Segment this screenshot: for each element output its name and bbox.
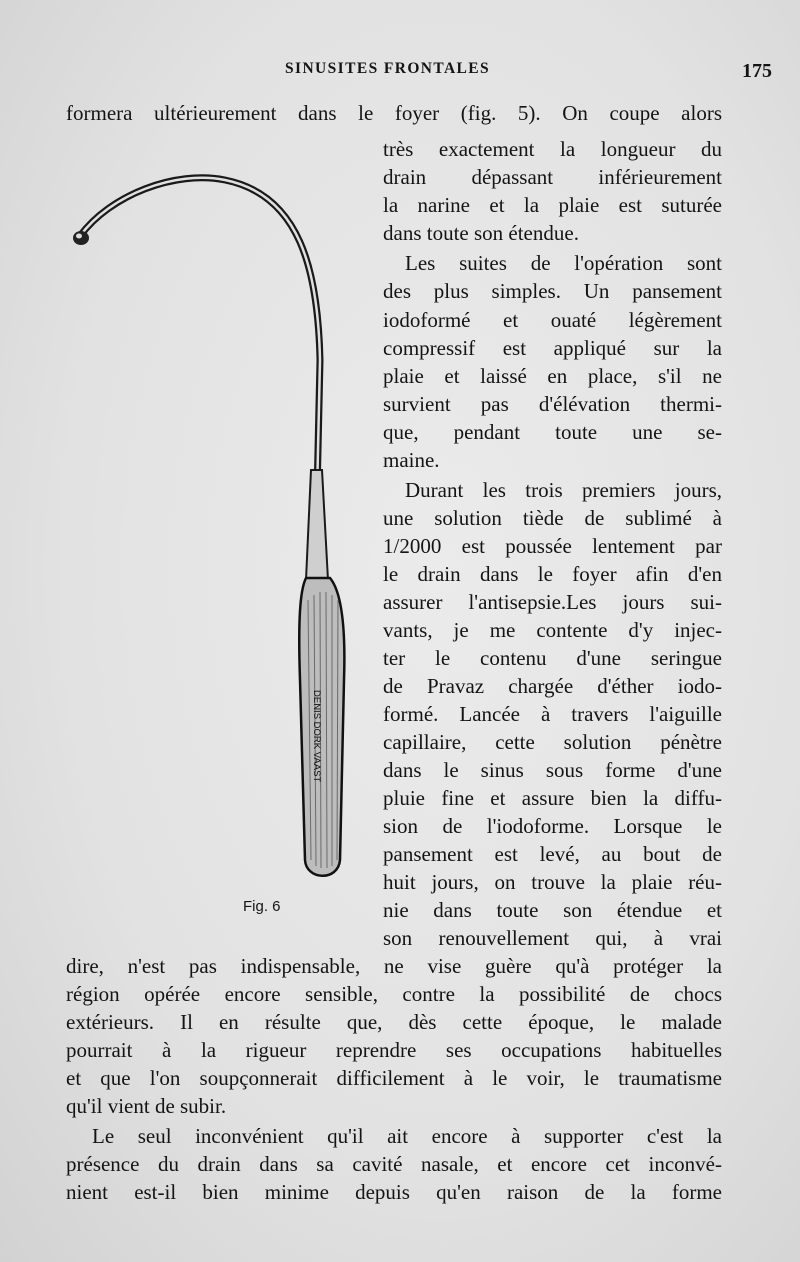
text-line: drain dépassant inférieurement	[383, 165, 722, 189]
text-line: pluie fine et assure bien la diffu-	[383, 786, 722, 810]
text-line: compressif est appliqué sur la	[383, 336, 722, 360]
text-line: Les suites de l'opération sont	[405, 251, 722, 275]
text-line: formé. Lancée à travers l'aiguille	[383, 702, 722, 726]
text-line: très exactement la longueur du	[383, 137, 722, 161]
text-line: le drain dans le foyer afin d'en	[383, 562, 722, 586]
text-line: son renouvellement qui, à vrai	[383, 926, 722, 950]
text-line: iodoformé et ouaté légèrement	[383, 308, 722, 332]
text-line: dans le sinus sous forme d'une	[383, 758, 722, 782]
page-number: 175	[742, 60, 772, 82]
text-line: Durant les trois premiers jours,	[405, 478, 722, 502]
text-line: assurer l'antisepsie.Les jours sui-	[383, 590, 722, 614]
text-line: survient pas d'élévation thermi-	[383, 392, 722, 416]
text-line: dire, n'est pas indispensable, ne vise guère qu'à protéger la	[66, 954, 722, 978]
figure-caption: Fig. 6	[243, 898, 281, 915]
running-header: SINUSITES FRONTALES	[285, 60, 491, 77]
text-line: ter le contenu d'une seringue	[383, 646, 722, 670]
surgical-probe-illustration	[60, 160, 360, 890]
text-line: pansement est levé, au bout de	[383, 842, 722, 866]
text-line: plaie et laissé en place, s'il ne	[383, 364, 722, 388]
text-line: nie dans toute son étendue et	[383, 898, 722, 922]
text-line: et que l'on soupçonnerait difficilement à le voir, le traumatisme	[66, 1066, 722, 1090]
text-line: huit jours, on trouve la plaie réu-	[383, 870, 722, 894]
text-line: maine.	[383, 448, 440, 472]
text-line: 1/2000 est poussée lentement par	[383, 534, 722, 558]
text-line: capillaire, cette solution pénètre	[383, 730, 722, 754]
text-line: pourrait à la rigueur reprendre ses occupations habituelles	[66, 1038, 722, 1062]
text-line: qu'il vient de subir.	[66, 1094, 227, 1118]
text-line: formera ultérieurement dans le foyer (fig. 5). On coupe alors	[66, 101, 722, 125]
text-line: la narine et la plaie est suturée	[383, 193, 722, 217]
text-line: dans toute son étendue.	[383, 221, 579, 245]
engraving-text: DENIS DORK VAAST	[311, 690, 322, 783]
text-line: extérieurs. Il en résulte que, dès cette époque, le malade	[66, 1010, 722, 1034]
text-line: nient est-il bien minime depuis qu'en raison de la forme	[66, 1180, 722, 1204]
text-line: sion de l'iodoforme. Lorsque le	[383, 814, 722, 838]
text-line: que, pendant toute une se-	[383, 420, 722, 444]
text-line: région opérée encore sensible, contre la possibilité de chocs	[66, 982, 722, 1006]
text-line: Le seul inconvénient qu'il ait encore à supporter c'est la	[92, 1124, 722, 1148]
text-line: une solution tiède de sublimé à	[383, 506, 722, 530]
text-line: présence du drain dans sa cavité nasale, et encore cet inconvé-	[66, 1152, 722, 1176]
text-line: de Pravaz chargée d'éther iodo-	[383, 674, 722, 698]
text-line: des plus simples. Un pansement	[383, 279, 722, 303]
text-line: vants, je me contente d'y injec-	[383, 618, 722, 642]
